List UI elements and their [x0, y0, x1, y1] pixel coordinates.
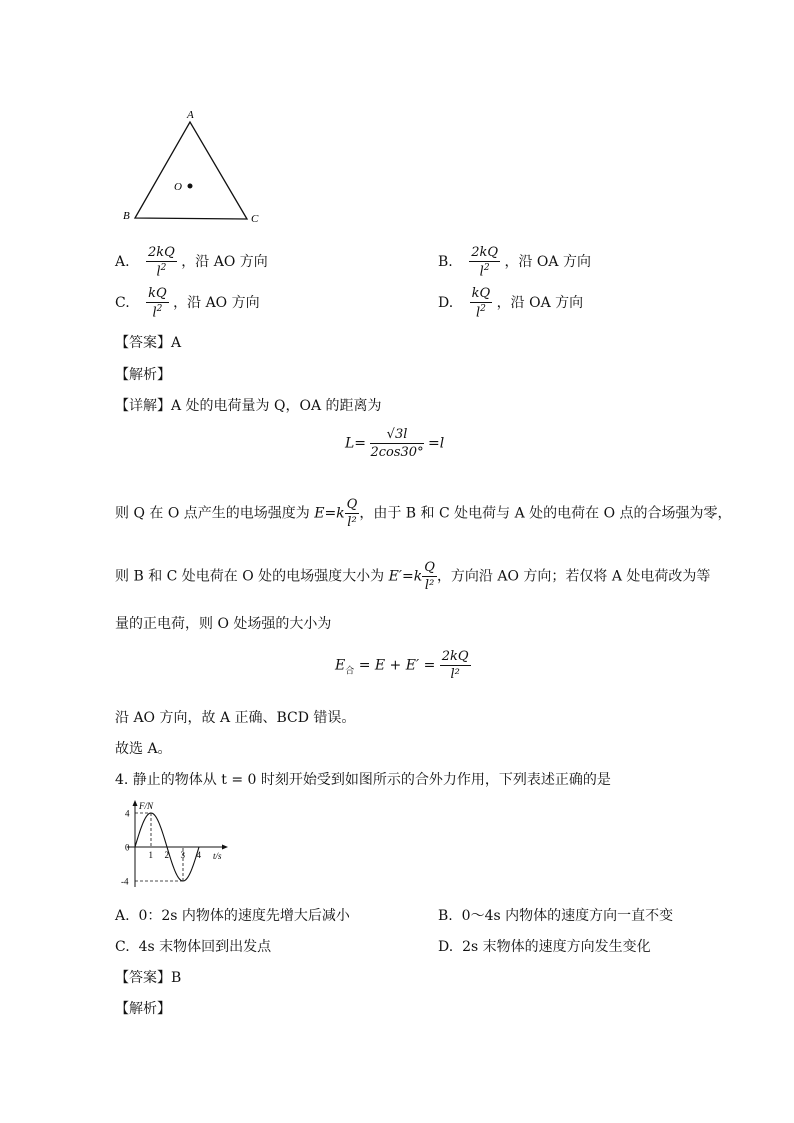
q4-analysis: 【解析】 — [115, 1001, 171, 1017]
y-tick-label: 4 — [125, 808, 130, 819]
q3-equation-2: $E_合 = E + E'$ = $\frac{2kQ}{\text{l²}}$ — [335, 649, 469, 682]
q4-option-b: B. 0～4s 内物体的速度方向一直不变 — [438, 908, 674, 924]
q3-analysis: 【解析】 — [115, 367, 171, 383]
y-axis-label: F/N — [139, 801, 154, 811]
q4-option-a: A. 0：2s 内物体的速度先增大后减小 — [115, 908, 350, 924]
x-axis-arrow — [222, 845, 228, 850]
x-tick-label: 2 — [164, 850, 169, 860]
vertex-b-label: B — [123, 210, 130, 222]
force-time-graph — [115, 795, 245, 890]
x-axis-label: t/s — [213, 851, 222, 861]
y-tick-label: -4 — [121, 876, 129, 887]
q4-stem: 4. 静止的物体从 t = 0 时刻开始受到如图所示的合外力作用，下列表述正确的是 — [115, 772, 611, 788]
q3-line-5: 沿 AO 方向，故 A 正确、BCD 错误。 — [115, 710, 356, 726]
vertex-c-label: C — [251, 213, 259, 225]
q4-answer: 【答案】B — [115, 970, 182, 986]
q3-line-2: 则 Q 在 O 点产生的电场强度为 E=k $\frac{Q}{\text{l²}}$ ，由于 B 和 C 处电荷与 A 处的电荷在 O 点的合场强为零， — [115, 497, 732, 530]
q3-option-a: A. $\frac{2kQ}{l^2}$ ，沿 AO 方向 — [115, 245, 268, 280]
q3-detail: 【详解】A 处的电荷量为 Q，OA 的距离为 — [115, 398, 382, 414]
q3-option-c: C. $\frac{kQ}{l^2}$ ，沿 AO 方向 — [115, 286, 260, 321]
x-tick-label: 4 — [196, 850, 201, 860]
triangle-shape — [135, 122, 247, 219]
center-point — [188, 184, 193, 189]
q3-answer: 【答案】A — [115, 335, 182, 351]
q3-line-6: 故选 A。 — [115, 741, 172, 757]
q4-option-c: C. 4s 末物体回到出发点 — [115, 939, 272, 955]
center-label: O — [174, 181, 182, 193]
q3-option-b: B. $\frac{2kQ}{l^2}$ ，沿 OA 方向 — [438, 245, 591, 280]
q3-equation-1: L= $\frac{√3l}{2\cos 30^\circ}$ =l — [345, 427, 445, 460]
y-tick-label: 0 — [125, 842, 130, 853]
y-axis-arrow — [133, 800, 138, 806]
vertex-a-label: A — [187, 109, 194, 121]
triangle-figure — [115, 105, 275, 230]
q4-option-d: D. 2s 末物体的速度方向发生变化 — [438, 939, 651, 955]
x-tick-label: 3 — [180, 850, 185, 860]
q3-line-3: 则 B 和 C 处电荷在 O 处的电场强度大小为 E′=k $\frac{Q}{\text{l²}}$ ，方向沿 AO 方向；若仅将 A 处电荷改为等 — [115, 560, 711, 593]
q3-option-d: D. $\frac{kQ}{l^2}$ ，沿 OA 方向 — [438, 286, 584, 321]
x-tick-label: 1 — [148, 850, 153, 860]
q3-line-4: 量的正电荷，则 O 处场强的大小为 — [115, 616, 332, 632]
